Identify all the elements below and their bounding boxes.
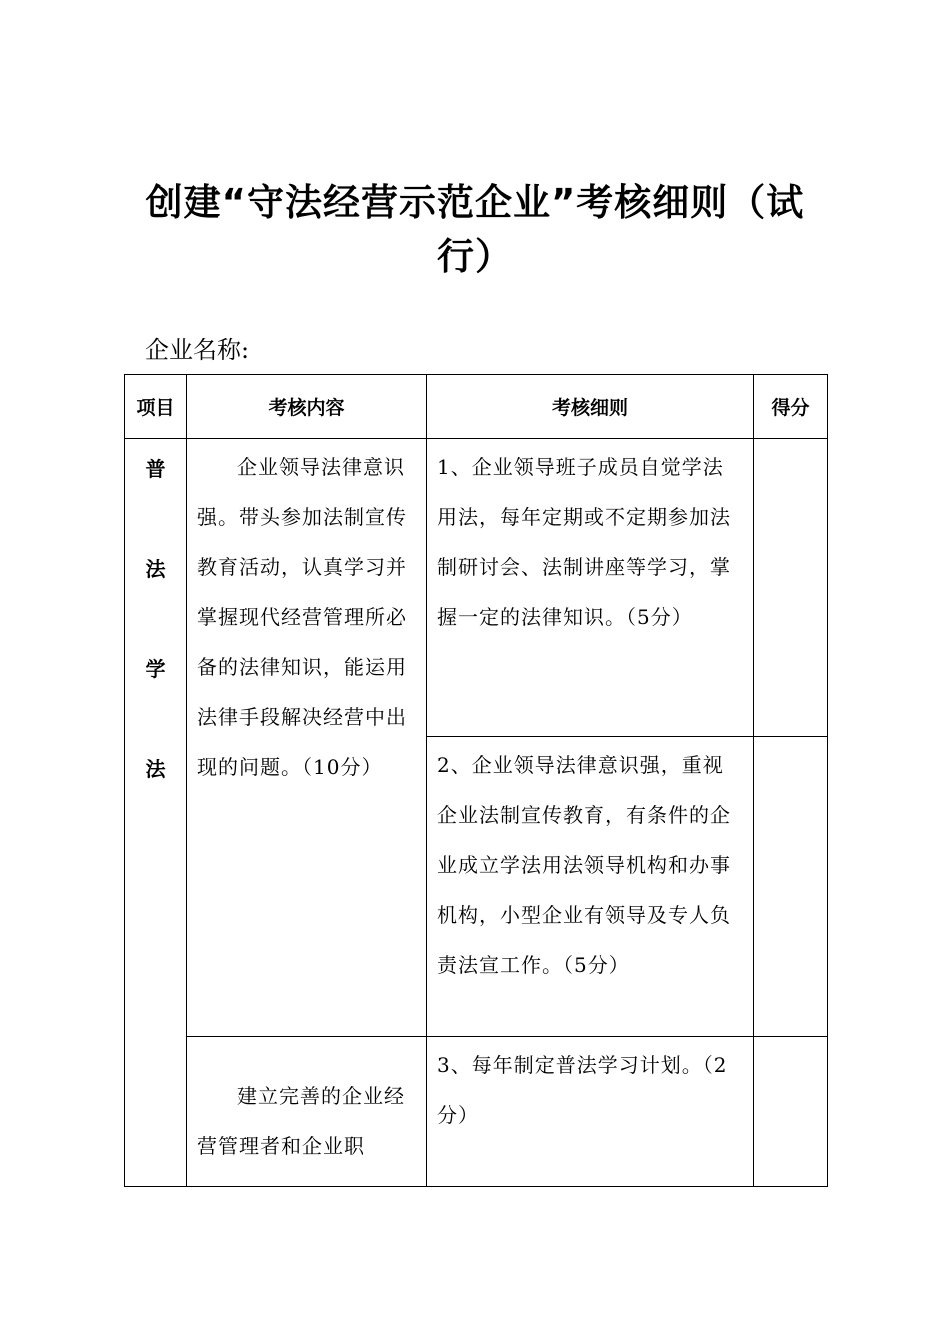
content-cell <box>187 1037 427 1187</box>
content-text: 建立完善的企业经营管理者和企业职 <box>197 1084 405 1158</box>
item-char: 法 <box>145 557 166 581</box>
score-cell <box>754 737 828 1037</box>
content-cell <box>187 439 427 1037</box>
score-cell <box>754 439 828 737</box>
table-row <box>125 1037 828 1187</box>
assessment-table <box>124 374 828 1187</box>
detail-text: 1、企业领导班子成员自觉学法用法，每年定期或不定期参加法制研讨会、法制讲座等学习，掌握一定的法律知识。（5分） <box>437 455 731 629</box>
table-header-row <box>125 375 828 439</box>
item-char: 法 <box>145 757 166 781</box>
item-char: 学 <box>145 657 166 681</box>
detail-text: 2、企业领导法律意识强，重视企业法制宣传教育，有条件的企业成立学法用法领导机构和办事机构，小型企业有领导及专人负责法宣工作。（5分） <box>437 753 731 977</box>
header-content: 考核内容 <box>187 375 427 439</box>
table-row <box>125 439 828 737</box>
header-score: 得分 <box>754 375 828 439</box>
company-name-label: 企业名称: <box>145 336 250 364</box>
item-char: 普 <box>145 457 166 481</box>
detail-cell <box>427 737 754 1037</box>
score-cell <box>754 1037 828 1187</box>
detail-text: 3、每年制定普法学习计划。（2分） <box>437 1053 728 1127</box>
content-text: 企业领导法律意识强。带头参加法制宣传教育活动，认真学习并掌握现代经营管理所必备的法律知识，能运用法律手段解决经营中出现的问题。（10分） <box>197 455 407 779</box>
document-title: 创建“守法经营示范企业”考核细则（试行） <box>145 181 805 278</box>
header-item: 项目 <box>125 375 187 439</box>
detail-cell <box>427 439 754 737</box>
header-detail: 考核细则 <box>427 375 754 439</box>
detail-cell <box>427 1037 754 1187</box>
item-category-cell <box>125 439 187 1187</box>
